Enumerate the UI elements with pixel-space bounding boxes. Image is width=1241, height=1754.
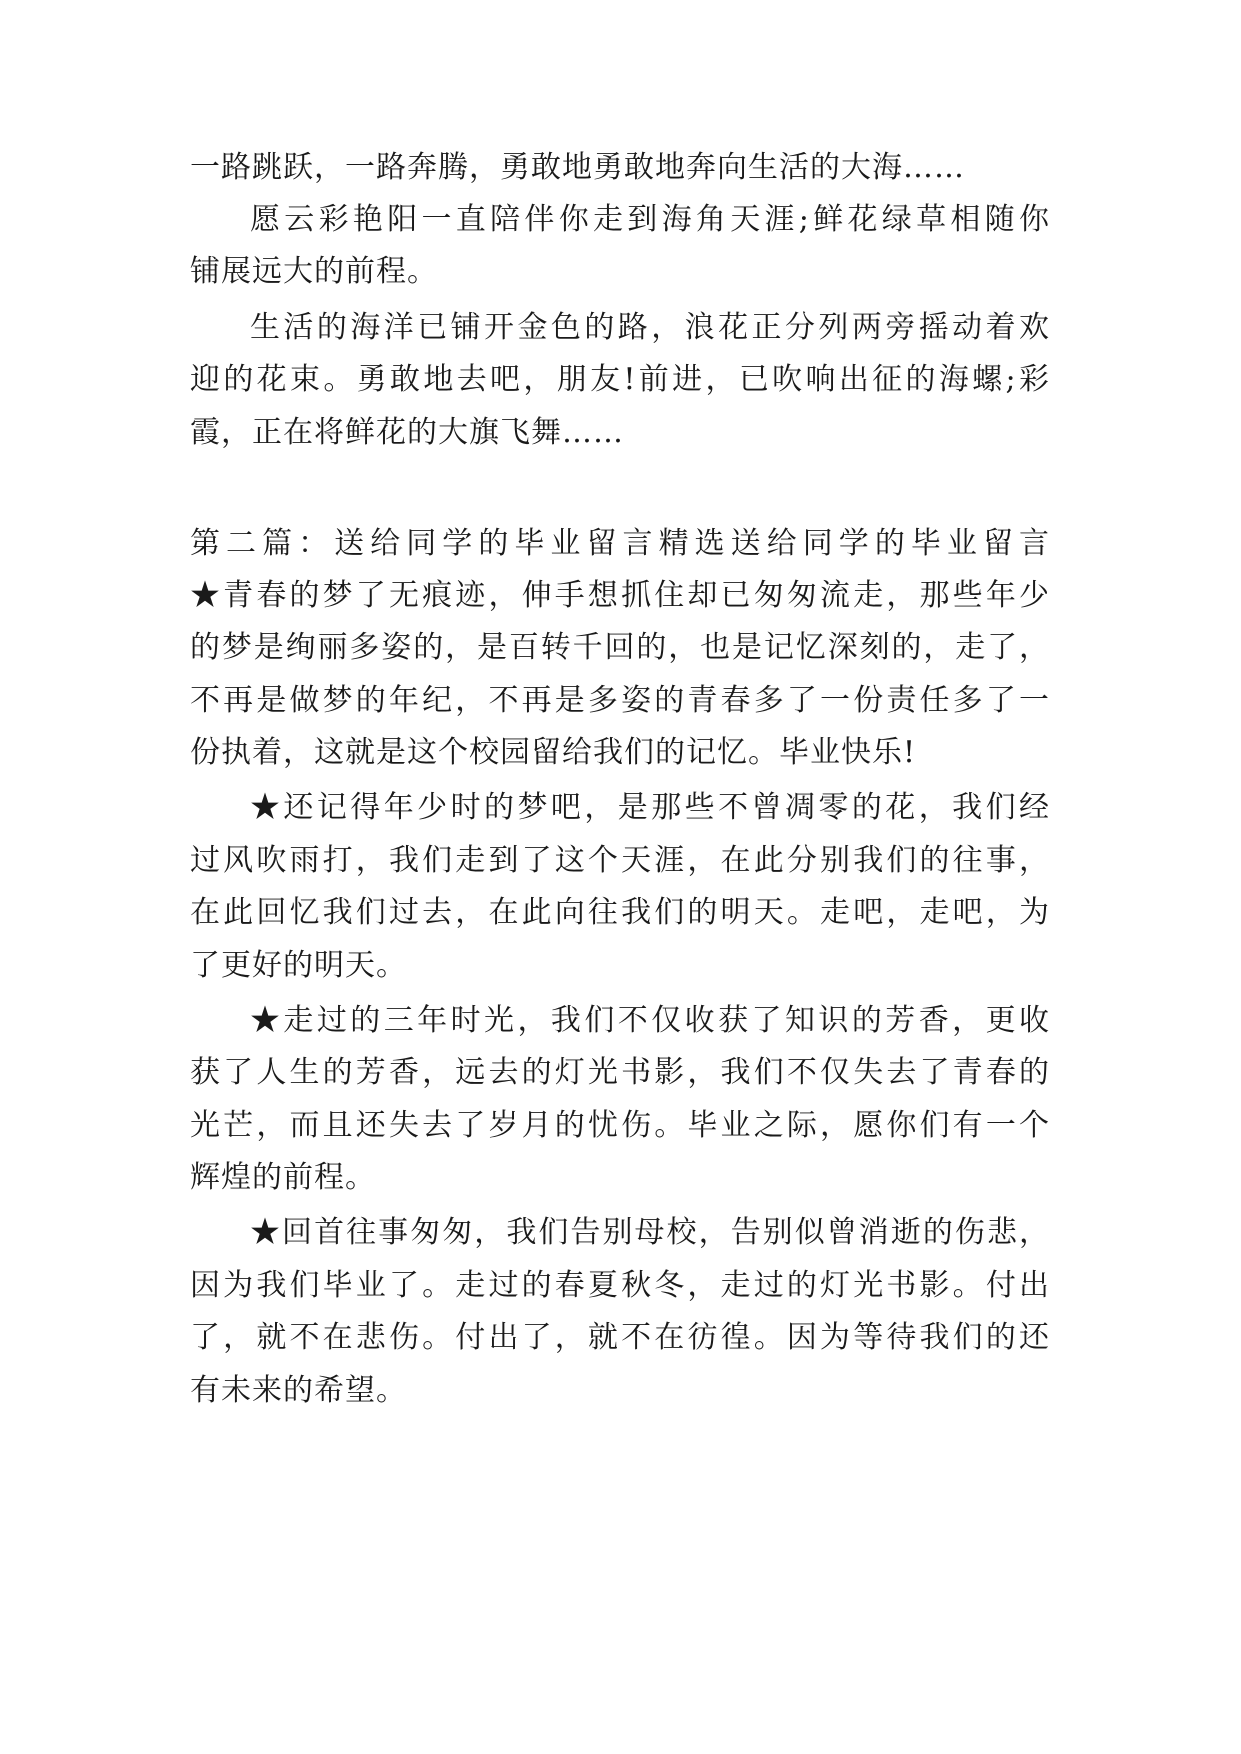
section-heading: 第二篇：送给同学的毕业留言精选送给同学的毕业留言 [190,526,1050,561]
text-line: 在此回忆我们过去，在此向往我们的明天。走吧，走吧，为 [190,895,1050,930]
text-line: 生活的海洋已铺开金色的路，浪花正分列两旁摇动着欢 [250,310,1050,345]
text-line: 了，就不在悲伤。付出了，就不在彷徨。因为等待我们的还 [190,1320,1050,1355]
text-line: 铺展远大的前程。 [190,254,438,289]
text-line: 不再是做梦的年纪，不再是多姿的青春多了一份责任多了一 [190,683,1050,718]
text-line: 份执着，这就是这个校园留给我们的记忆。毕业快乐! [190,735,917,770]
text-line: 获了人生的芳香，远去的灯光书影，我们不仅失去了青春的 [190,1055,1050,1090]
text-line: 霞，正在将鲜花的大旗飞舞…… [190,415,624,450]
text-line: ★回首往事匆匆，我们告别母校，告别似曾消逝的伤悲， [250,1215,1050,1250]
text-line: ★还记得年少时的梦吧，是那些不曾凋零的花，我们经 [250,790,1050,825]
text-line: 愿云彩艳阳一直陪伴你走到海角天涯;鲜花绿草相随你 [250,202,1050,237]
text-line: 有未来的希望。 [190,1373,407,1408]
text-line: 因为我们毕业了。走过的春夏秋冬，走过的灯光书影。付出 [190,1268,1050,1303]
text-line: 了更好的明天。 [190,948,407,983]
text-line: 一路跳跃，一路奔腾，勇敢地勇敢地奔向生活的大海…… [190,150,965,185]
text-line: 过风吹雨打，我们走到了这个天涯，在此分别我们的往事， [190,843,1050,878]
text-line: 的梦是绚丽多姿的，是百转千回的，也是记忆深刻的，走了， [190,630,1050,665]
text-line: 辉煌的前程。 [190,1160,376,1195]
text-line: ★走过的三年时光，我们不仅收获了知识的芳香，更收 [250,1003,1050,1038]
text-line: 光芒，而且还失去了岁月的忧伤。毕业之际，愿你们有一个 [190,1108,1050,1143]
text-line: 迎的花束。勇敢地去吧，朋友!前进，已吹响出征的海螺;彩 [190,362,1050,397]
text-line: ★青春的梦了无痕迹，伸手想抓住却已匆匆流走，那些年少 [190,578,1050,613]
